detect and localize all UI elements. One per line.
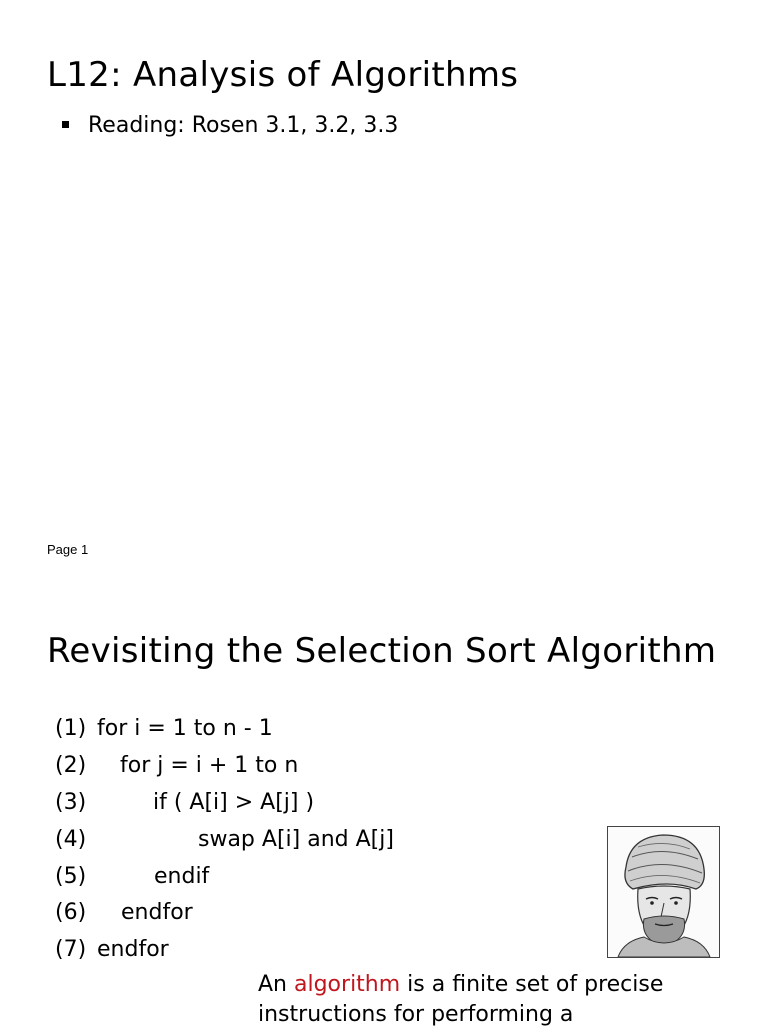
line-number: (6) [55,900,87,925]
line-number: (7) [55,937,87,962]
line-text: if ( A[i] > A[j] ) [153,790,315,815]
portrait-illustration-icon [608,827,719,957]
al-khwarizmi-portrait [607,826,720,958]
algorithm-definition [258,970,738,1030]
line-number: (2) [55,753,87,778]
definition-suffix: is a finite set of precise instructions for performing a [258,972,664,1027]
line-text: endfor [121,900,193,925]
definition-keyword: algorithm [294,972,401,997]
line-text: for i = 1 to n - 1 [97,716,273,741]
line-number: (4) [55,827,87,852]
reading-bullet [62,113,398,138]
line-number: (5) [55,864,87,889]
line-text: endfor [97,937,169,962]
bullet-text: Reading: Rosen 3.1, 3.2, 3.3 [88,113,399,138]
line-number: (3) [55,790,87,815]
page-title: Revisiting the Selection Sort Algorithm [47,630,717,671]
page-title: L12: Analysis of Algorithms [47,54,519,95]
line-text: for j = i + 1 to n [120,753,299,778]
line-text: endif [154,864,210,889]
square-bullet-icon [62,121,69,128]
page-number: Page 1 [47,542,89,557]
line-text: swap A[i] and A[j] [198,827,394,852]
definition-prefix: An [258,972,294,997]
line-number: (1) [55,716,87,741]
